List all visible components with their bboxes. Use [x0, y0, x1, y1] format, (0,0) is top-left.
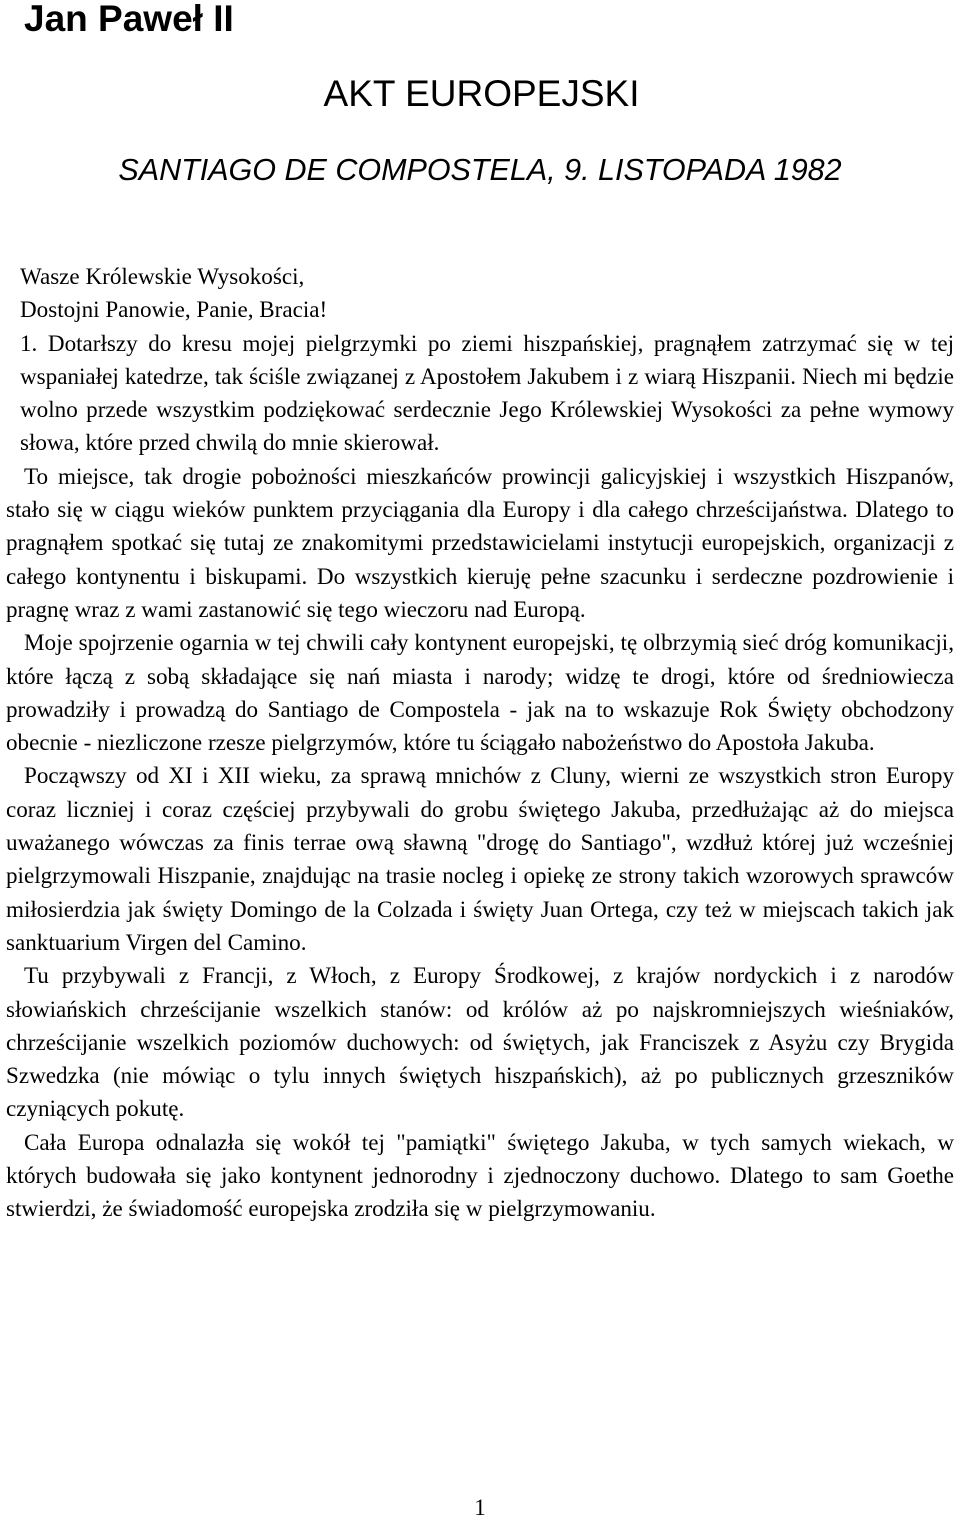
paragraph: Począwszy od XI i XII wieku, za sprawą mnichów z Cluny, wierni ze wszystkich stron Europy coraz liczniej i coraz częściej przybywali do grobu świętego Jakuba, przedłużając aż do miejsca uważanego wówczas za finis terrae ową sławną "drogę do Santiago", wzdłuż której już wcześniej pielgrzymowali Hiszpanie, znajdując na trasie nocleg i opiekę ze strony takich wzorowych sprawców miłosierdzia jak święty Domingo de la Colzada i święty Juan Ortega, czy też w miejscach takich jak sanktuarium Virgen del Camino. — [6, 762, 954, 955]
paragraph: Moje spojrzenie ogarnia w tej chwili cały kontynent europejski, tę olbrzymią sieć dróg komunikacji, które łączą z sobą składające się nań miasta i narody; widzę te drogi, które od średniowiecza prowadziły i prowadzą do Santiago de Compostela - jak na to wskazuje Rok Święty obchodzony obecnie - niezliczone rzesze pielgrzymów, które tu ściągało nabożeństwo do Apostoła Jakuba. — [6, 629, 954, 756]
paragraph: 1. Dotarłszy do kresu mojej pielgrzymki po ziemi hiszpańskiej, pragnąłem zatrzymać się w tej wspaniałej katedrze, tak ściśle związanej z Apostołem Jakubem i z wiarą Hiszpanii. Niech mi będzie wolno przede wszystkim podziękować serdecznie Jego Królewskiej Wysokości za pełne wymowy słowa, które przed chwilą do mnie skierował. — [20, 329, 954, 456]
paragraph: Cała Europa odnalazła się wokół tej "pamiątki" świętego Jakuba, w tych samych wiekach, w których budowała się jako kontynent jednorodny i zjednoczony duchowo. Dlatego to sam Goethe stwierdzi, że świadomość europejska zrodziła się w pielgrzymowaniu. — [6, 1128, 954, 1222]
document-subtitle: SANTIAGO DE COMPOSTELA, 9. LISTOPADA 1982 — [118, 153, 842, 187]
document-title: AKT EUROPEJSKI — [323, 73, 640, 114]
paragraph: To miejsce, tak drogie pobożności mieszkańców prowincji galicyjskiej i wszystkich Hiszpanów, stało się w ciągu wieków punktem przyciągania dla Europy i dla całego chrześcijaństwa. Dlatego to pragnąłem spotkać się tutaj ze znakomitymi przedstawicielami instytucji europejskich, organizacji z całego kontynentu i biskupami. Do wszystkich kieruję pełne szacunku i serdeczne pozdrowienie i pragnę wraz z wami zastanowić się tego wieczoru nad Europą. — [6, 462, 954, 622]
greeting-line: Dostojni Panowie, Panie, Bracia! — [20, 296, 328, 323]
author-heading: Jan Paweł II — [24, 0, 234, 39]
paragraph: Tu przybywali z Francji, z Włoch, z Europy Środkowej, z krajów nordyckich i z narodów słowiańskich chrześcijanie wszelkich stanów: od królów aż po najskromniejszych wieśniaków, chrześcijanie wszelkich poziomów duchowych: od świętych, jak Franciszek z Asyżu czy Brygida Szwedzka (nie mówiąc o tylu innych świętych hiszpańskich), aż po publicznych grzeszników czyniących pokutę. — [6, 962, 954, 1122]
greeting-line: Wasze Królewskie Wysokości, — [20, 263, 305, 289]
document-body — [6, 260, 954, 1226]
page-number: 1 — [474, 1495, 486, 1520]
